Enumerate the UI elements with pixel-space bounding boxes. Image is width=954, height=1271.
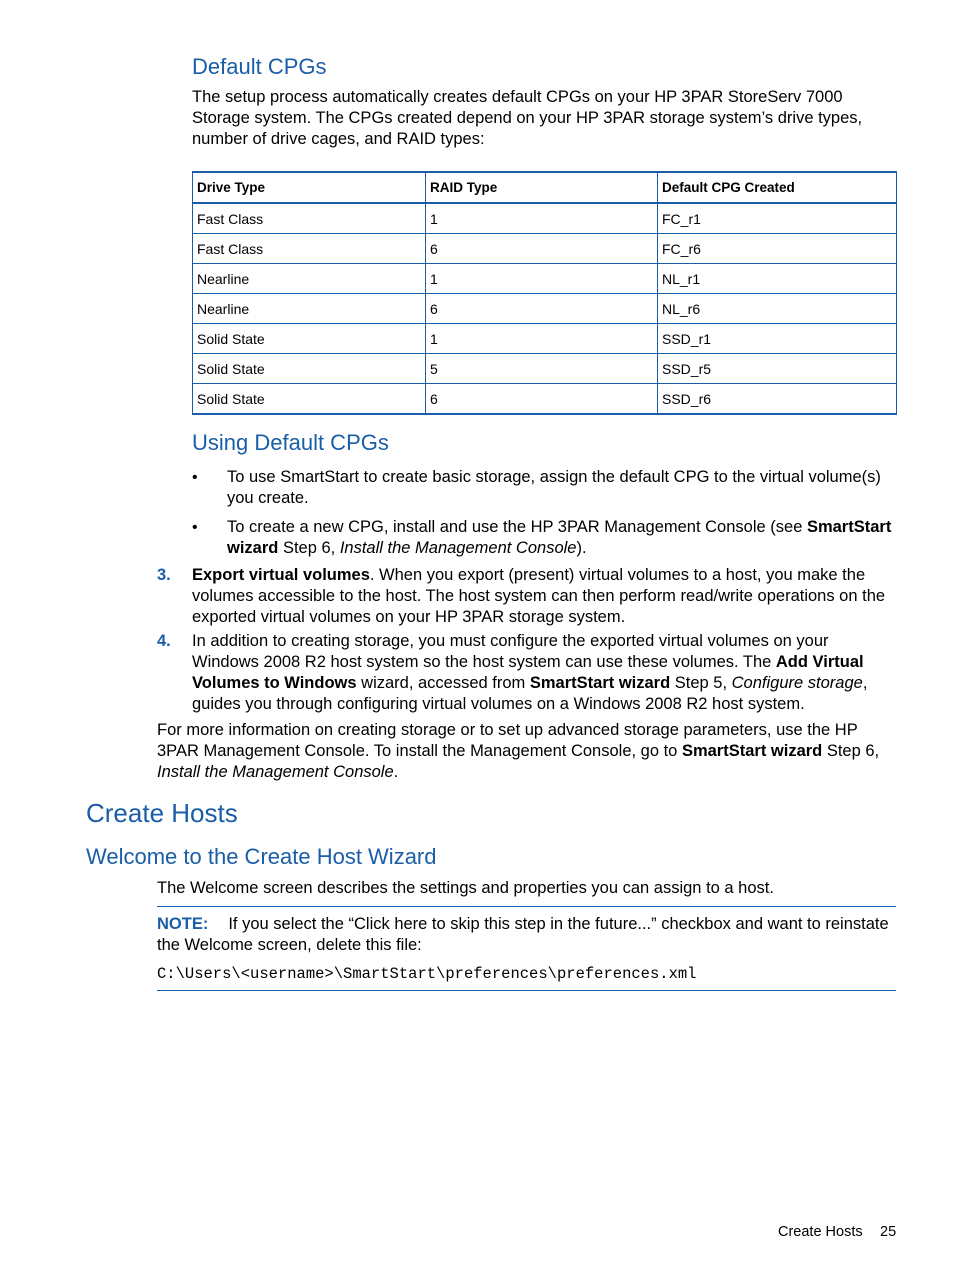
table-row (193, 264, 897, 294)
cell-drive-type: Nearline (193, 264, 426, 294)
step-number-4: 4. (157, 632, 171, 650)
create-hosts-heading: Create Hosts (86, 798, 238, 828)
more-info-text: For more information on creating storage or to set up advanced storage parameters, use the HP 3PAR Management Console. To install the Management Console, go to (157, 721, 858, 760)
column-header-default-cpg: Default CPG Created (658, 172, 897, 203)
cell-default-cpg: SSD_r1 (658, 324, 897, 354)
note-label: NOTE: (157, 915, 209, 933)
preferences-file-path: C:\Users\<username>\SmartStart\preferences\preferences.xml (157, 965, 697, 983)
cell-default-cpg: NL_r1 (658, 264, 897, 294)
cell-raid-type: 1 (426, 324, 658, 354)
table-header-row (193, 172, 897, 203)
cell-default-cpg: NL_r6 (658, 294, 897, 324)
bullet-text: To create a new CPG, install and use the HP 3PAR Management Console (see (227, 518, 807, 536)
cell-raid-type: 1 (426, 264, 658, 294)
bullet-item-basic-storage: To use SmartStart to create basic storage, assign the default CPG to the virtual volume(s) you create. (227, 468, 881, 507)
cell-drive-type: Solid State (193, 324, 426, 354)
table-row (193, 203, 897, 234)
column-header-drive-type: Drive Type (193, 172, 426, 203)
step-4-configure-volumes (192, 631, 897, 715)
cell-default-cpg: FC_r1 (658, 203, 897, 234)
more-info-paragraph (157, 720, 897, 783)
smartstart-wizard-ref: SmartStart wizard (529, 674, 671, 692)
cell-raid-type: 6 (426, 384, 658, 415)
step-4-text: , guides you through configuring virtual volumes on a Windows 2008 R2 host system. (192, 674, 868, 713)
cell-raid-type: 1 (426, 203, 658, 234)
table-row (193, 324, 897, 354)
step-3-export-volumes (192, 565, 897, 628)
page-number: 25 (880, 1224, 897, 1240)
cell-default-cpg: FC_r6 (658, 234, 897, 264)
table-row (193, 234, 897, 264)
smartstart-wizard-ref: SmartStart wizard (681, 742, 823, 760)
more-info-text: . (393, 763, 399, 781)
cell-drive-type: Fast Class (193, 203, 426, 234)
table-row (193, 384, 897, 415)
step-3-text: . When you export (present) virtual volumes to a host, you make the volumes accessible to the host. The host system can then perform read/write operations on the exported virtual volumes on your HP 3PAR storage system. (192, 566, 886, 626)
step-4-text: wizard, accessed from (356, 674, 530, 692)
step-4-text: Step 5, (670, 674, 732, 692)
bullet-text: ). (576, 539, 587, 557)
cell-drive-type: Solid State (193, 384, 426, 415)
default-cpg-table (192, 171, 897, 415)
cell-drive-type: Nearline (193, 294, 426, 324)
bullet-icon: • (192, 469, 198, 486)
column-header-raid-type: RAID Type (426, 172, 658, 203)
welcome-wizard-heading: Welcome to the Create Host Wizard (86, 844, 437, 869)
note-text: If you select the “Click here to skip this step in the future...” checkbox and want to reinstate the Welcome screen, delete this file: (157, 915, 889, 954)
note-top-rule (157, 906, 896, 907)
bullet-text: Step 6, (278, 539, 340, 557)
more-info-text: Step 6, (822, 742, 880, 760)
note-box (157, 914, 897, 956)
cell-default-cpg: SSD_r5 (658, 354, 897, 384)
install-console-ref: Install the Management Console (157, 763, 394, 781)
step-4-text: In addition to creating storage, you must configure the exported virtual volumes on your Windows 2008 R2 host system so the host system can use these volumes. The (192, 632, 829, 671)
cell-raid-type: 6 (426, 234, 658, 264)
add-virtual-volumes-ref: Add Virtual Volumes to Windows (192, 653, 864, 692)
note-bottom-rule (157, 990, 896, 991)
cell-raid-type: 6 (426, 294, 658, 324)
default-cpgs-heading: Default CPGs (192, 54, 327, 79)
bullet-item-new-cpg (227, 517, 897, 559)
cell-drive-type: Fast Class (193, 234, 426, 264)
cell-drive-type: Solid State (193, 354, 426, 384)
step-number-3: 3. (157, 566, 171, 584)
footer-section-name: Create Hosts (778, 1224, 863, 1240)
table-row (193, 294, 897, 324)
bullet-icon: • (192, 519, 198, 536)
default-cpgs-intro: The setup process automatically creates default CPGs on your HP 3PAR StoreServ 7000 Storage system. The CPGs created depend on your HP 3PAR storage system’s drive types, number of drive cages, and RAID types: (192, 88, 863, 148)
cell-raid-type: 5 (426, 354, 658, 384)
table-row (193, 354, 897, 384)
cell-default-cpg: SSD_r6 (658, 384, 897, 415)
using-default-cpgs-heading: Using Default CPGs (192, 430, 389, 455)
configure-storage-ref: Configure storage (731, 674, 863, 692)
welcome-body: The Welcome screen describes the settings and properties you can assign to a host. (157, 879, 774, 897)
smartstart-wizard-ref: SmartStart wizard (227, 518, 892, 557)
install-console-ref: Install the Management Console (339, 539, 577, 557)
step-3-title: Export virtual volumes (192, 566, 370, 584)
